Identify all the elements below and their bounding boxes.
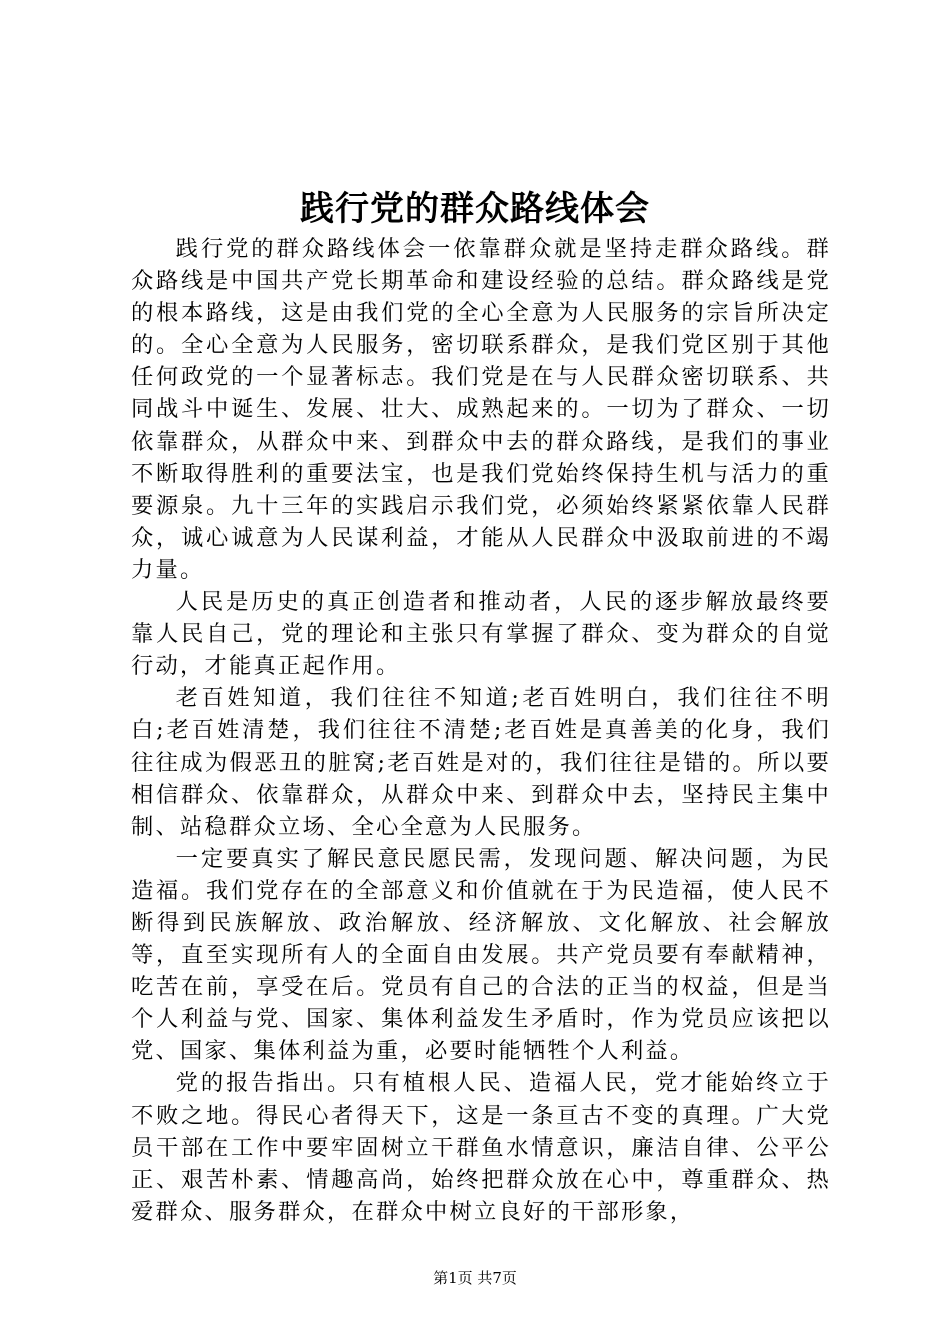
page-number-footer: 第1页 共7页 [433,1269,517,1287]
paragraph: 老百姓知道，我们往往不知道;老百姓明白，我们往往不明白;老百姓清楚，我们往往不清楚;老百姓是真善美的化身，我们往往成为假恶丑的脏窝;老百姓是对的，我们往往是错的。所以要相信群众、依靠群众，从群众中来、到群众中去，坚持民主集中制、站稳群众立场、全心全意为人民服务。 [131,685,831,840]
page-title: 践行党的群众路线体会 [300,189,650,229]
paragraph: 人民是历史的真正创造者和推动者，人民的逐步解放最终要靠人民自己，党的理论和主张只有掌握了群众、变为群众的自觉行动，才能真正起作用。 [131,589,831,680]
paragraph: 践行党的群众路线体会一依靠群众就是坚持走群众路线。群众路线是中国共产党长期革命和建设经验的总结。群众路线是党的根本路线，这是由我们党的全心全意为人民服务的宗旨所决定的。全心全意为人民服务，密切联系群众，是我们党区别于其他任何政党的一个显著标志。我们党是在与人民群众密切联系、共同战斗中诞生、发展、壮大、成熟起来的。一切为了群众、一切依靠群众，从群众中来、到群众中去的群众路线，是我们的事业不断取得胜利的重要法宝，也是我们党始终保持生机与活力的重要源泉。九十三年的实践启示我们党，必须始终紧紧依靠人民群众，诚心诚意为人民谋利益，才能从人民群众中汲取前进的不竭力量。 [131,236,831,583]
paragraph: 党的报告指出。只有植根人民、造福人民，党才能始终立于不败之地。得民心者得天下，这是一条亘古不变的真理。广大党员干部在工作中要牢固树立干群鱼水情意识，廉洁自律、公平公正、艰苦朴素、情趣高尚，始终把群众放在心中，尊重群众、热爱群众、服务群众，在群众中树立良好的干部形象， [131,1070,831,1225]
document-body [131,233,831,1228]
paragraph: 一定要真实了解民意民愿民需，发现问题、解决问题，为民造福。我们党存在的全部意义和价值就在于为民造福，使人民不断得到民族解放、政治解放、经济解放、文化解放、社会解放等，直至实现所有人的全面自由发展。共产党员要有奉献精神，吃苦在前，享受在后。党员有自己的合法的正当的权益，但是当个人利益与党、国家、集体利益发生矛盾时，作为党员应该把以党、国家、集体利益为重，必要时能牺牲个人利益。 [131,845,831,1065]
